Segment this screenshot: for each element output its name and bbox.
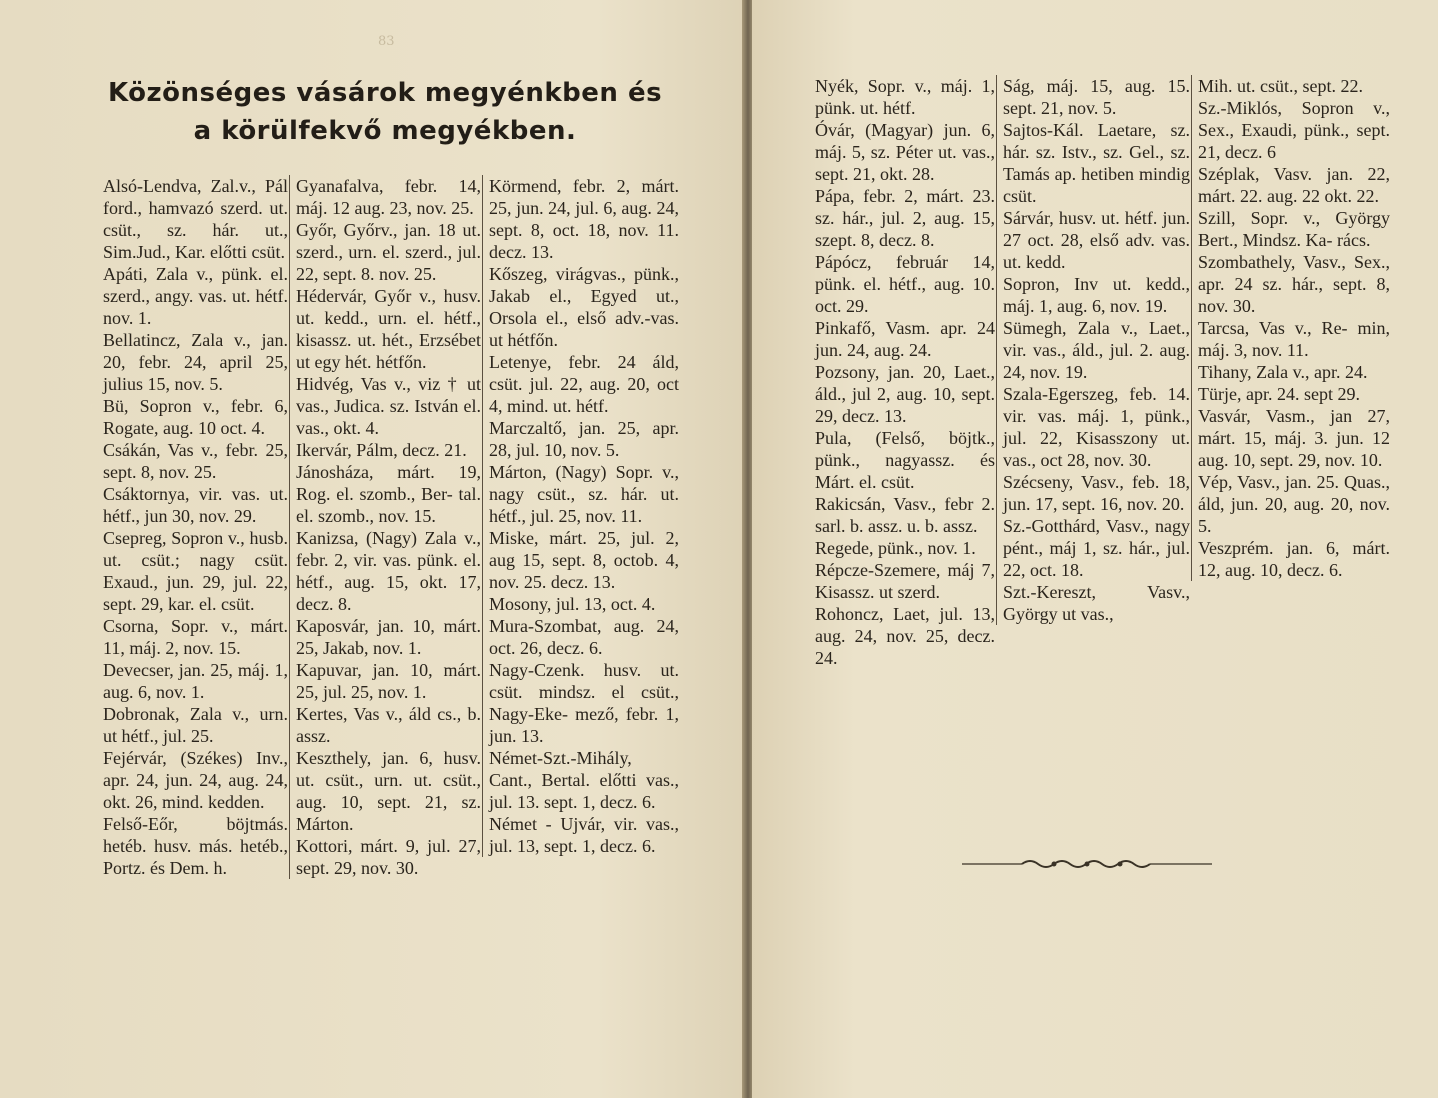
entry: Pápócz, február 14, pünk. el. hétf., aug. 10. oct. 29. bbox=[815, 252, 995, 316]
entry: Sárvár, husv. ut. hétf. jun. 27 oct. 28, első adv. vas. ut. kedd. bbox=[1003, 208, 1190, 272]
entry: Sz.-Gotthárd, Vasv., nagy pént., máj 1, sz. hár., jul. 22, oct. 18. bbox=[1003, 516, 1190, 580]
entry: Óvár, (Magyar) jun. 6, máj. 5, sz. Péter ut. vas., sept. 21, okt. 28. bbox=[815, 120, 995, 184]
entry: Kanizsa, (Nagy) Zala v., febr. 2, vir. vas. pünk. el. hétf., aug. 15, okt. 17, decz. 8. bbox=[296, 528, 481, 614]
entry: Széplak, Vasv. jan. 22, márt. 22. aug. 22 okt. 22. bbox=[1198, 164, 1390, 206]
entry: Sopron, Inv ut. kedd., máj. 1, aug. 6, nov. 19. bbox=[1003, 274, 1190, 316]
entry: Fejérvár, (Székes) Inv., apr. 24, jun. 24, aug. 24, okt. 26, mind. kedden. bbox=[103, 748, 288, 812]
entry: Csorna, Sopr. v., márt. 11, máj. 2, nov. 15. bbox=[103, 616, 288, 658]
entry: Pozsony, jan. 20, Laet., áld., jul 2, aug. 10, sept. 29, decz. 13. bbox=[815, 362, 995, 426]
entry: Bellatincz, Zala v., jan. 20, febr. 24, april 25, julius 15, nov. 5. bbox=[103, 330, 288, 394]
right-column-2 bbox=[996, 75, 1190, 625]
entry: Nagy-Czenk. husv. ut. csüt. mindsz. el csüt., Nagy-Eke- mező, febr. 1, jun. 13. bbox=[489, 660, 679, 746]
entry: Márton, (Nagy) Sopr. v., nagy csüt., sz. hár. ut. hétf., jul. 25, nov. 11. bbox=[489, 462, 679, 526]
right-column-3 bbox=[1191, 75, 1390, 581]
entry: Dobronak, Zala v., urn. ut hétf., jul. 25. bbox=[103, 704, 288, 746]
entry: Rakicsán, Vasv., febr 2. sarl. b. assz. u. b. assz. bbox=[815, 494, 995, 536]
entry: Győr, Győrv., jan. 18 ut. szerd., urn. el. szerd., jul. 22, sept. 8. nov. 25. bbox=[296, 220, 481, 284]
entry: Szécseny, Vasv., feb. 18, jun. 17, sept. 16, nov. 20. bbox=[1003, 472, 1190, 514]
entry: Türje, apr. 24. sept 29. bbox=[1198, 384, 1360, 404]
entry: Ság, máj. 15, aug. 15. sept. 21, nov. 5. bbox=[1003, 76, 1190, 118]
entry: Felső-Eőr, böjtmás. hetéb. husv. más. hetéb., Portz. és Dem. h. bbox=[103, 814, 288, 878]
entry: Kapuvar, jan. 10, márt. 25, jul. 25, nov. 1. bbox=[296, 660, 481, 702]
entry: Hédervár, Győr v., husv. ut. kedd., urn. el. hétf., kisassz. ut. hét., Erzsébet ut egy hét. hétfőn. bbox=[296, 286, 481, 372]
entry: Pápa, febr. 2, márt. 23. sz. hár., jul. 2, aug. 15, szept. 8, decz. 8. bbox=[815, 186, 995, 250]
entry: Ikervár, Pálm, decz. 21. bbox=[296, 440, 467, 460]
entry: Miske, márt. 25, jul. 2, aug 15, sept. 8, octob. 4, nov. 25. decz. 13. bbox=[489, 528, 679, 592]
entry: Szill, Sopr. v., György Bert., Mindsz. Ka- rács. bbox=[1198, 208, 1390, 250]
entry: Csepreg, Sopron v., husb. ut. csüt.; nagy csüt. Exaud., jun. 29, jul. 22, sept. 29, kar. el. csüt. bbox=[103, 528, 288, 614]
entry: Apáti, Zala v., pünk. el. szerd., angy. vas. ut. hétf. nov. 1. bbox=[103, 264, 288, 328]
ornament-divider-icon bbox=[962, 852, 1212, 876]
right-column-1 bbox=[815, 75, 995, 669]
entry: Alsó-Lendva, Zal.v., Pál ford., hamvazó szerd. ut. csüt., sz. hár. ut., Sim.Jud., Kar. előtti csüt. bbox=[103, 176, 288, 262]
entry: Körmend, febr. 2, márt. 25, jun. 24, jul. 6, aug. 24, sept. 8, oct. 18, nov. 11. decz. 13. bbox=[489, 176, 679, 262]
left-column-3 bbox=[482, 175, 679, 857]
entry: Letenye, febr. 24 áld, csüt. jul. 22, aug. 20, oct 4, mind. ut. hétf. bbox=[489, 352, 679, 416]
left-column-2 bbox=[289, 175, 481, 879]
entry: Szombathely, Vasv., Sex., apr. 24 sz. hár., sept. 8, nov. 30. bbox=[1198, 252, 1390, 316]
entry: Német - Ujvár, vir. vas., jul. 13, sept. 1, decz. 6. bbox=[489, 814, 679, 856]
entry: Pinkafő, Vasm. apr. 24 jun. 24, aug. 24. bbox=[815, 318, 995, 360]
entry: Marczaltő, jan. 25, apr. 28, jul. 10, nov. 5. bbox=[489, 418, 679, 460]
entry: Vasvár, Vasm., jan 27, márt. 15, máj. 3. jun. 12 aug. 10, sept. 29, nov. 10. bbox=[1198, 406, 1390, 470]
entry: Sajtos-Kál. Laetare, sz. hár. sz. Istv., sz. Gel., sz. Tamás ap. hetiben mindig csüt. bbox=[1003, 120, 1190, 206]
entry: Rohoncz, Laet, jul. 13, aug. 24, nov. 25, decz. 24. bbox=[815, 604, 995, 668]
page-number: 83 bbox=[378, 34, 395, 49]
entry: Nyék, Sopr. v., máj. 1, pünk. ut. hétf. bbox=[815, 76, 995, 118]
entry: Keszthely, jan. 6, husv. ut. csüt., urn. ut. csüt., aug. 10, sept. 21, sz. Márton. bbox=[296, 748, 481, 834]
left-column-1 bbox=[103, 175, 288, 879]
entry: Kaposvár, jan. 10, márt. 25, Jakab, nov. 1. bbox=[296, 616, 481, 658]
entry: Sz.-Miklós, Sopron v., Sex., Exaudi, pünk., sept. 21, decz. 6 bbox=[1198, 98, 1390, 162]
entry: Regede, pünk., nov. 1. bbox=[815, 538, 976, 558]
entry: Szala-Egerszeg, feb. 14. vir. vas. máj. 1, pünk., jul. 22, Kisasszony ut. vas., oct 28, nov. 30. bbox=[1003, 384, 1190, 470]
entry: Kottori, márt. 9, jul. 27, sept. 29, nov. 30. bbox=[296, 836, 481, 878]
entry: Csáktornya, vir. vas. ut. hétf., jun 30, nov. 29. bbox=[103, 484, 288, 526]
entry: Tihany, Zala v., apr. 24. bbox=[1198, 362, 1368, 382]
entry: Német-Szt.-Mihály, Cant., Bertal. előtti vas., jul. 13. sept. 1, decz. 6. bbox=[489, 748, 679, 812]
entry: Mih. ut. csüt., sept. 22. bbox=[1198, 76, 1363, 96]
entry: Hidvég, Vas v., viz † ut vas., Judica. sz. István el. vas., okt. 4. bbox=[296, 374, 481, 438]
entry: Mosony, jul. 13, oct. 4. bbox=[489, 594, 656, 614]
entry: Jánosháza, márt. 19, Rog. el. szomb., Ber- tal. el. szomb., nov. 15. bbox=[296, 462, 481, 526]
entry: Tarcsa, Vas v., Re- min, máj. 3, nov. 11. bbox=[1198, 318, 1390, 360]
entry: Sümegh, Zala v., Laet., vir. vas., áld., jul. 2. aug. 24, nov. 19. bbox=[1003, 318, 1190, 382]
entry: Pula, (Felső, böjtk., pünk., nagyassz. és Márt. el. csüt. bbox=[815, 428, 995, 492]
entry: Bü, Sopron v., febr. 6, Rogate, aug. 10 oct. 4. bbox=[103, 396, 288, 438]
entry: Veszprém. jan. 6, márt. 12, aug. 10, decz. 6. bbox=[1198, 538, 1390, 580]
entry: Gyanafalva, febr. 14, máj. 12 aug. 23, nov. 25. bbox=[296, 176, 481, 218]
entry: Szt.-Kereszt, Vasv., György ut vas., bbox=[1003, 582, 1190, 624]
entry: Csákán, Vas v., febr. 25, sept. 8, nov. 25. bbox=[103, 440, 288, 482]
entry: Devecser, jan. 25, máj. 1, aug. 6, nov. 1. bbox=[103, 660, 288, 702]
entry: Vép, Vasv., jan. 25. Quas., áld, jun. 20, aug. 20, nov. 5. bbox=[1198, 472, 1390, 536]
entry: Mura-Szombat, aug. 24, oct. 26, decz. 6. bbox=[489, 616, 679, 658]
entry: Répcze-Szemere, máj 7, Kisassz. ut szerd. bbox=[815, 560, 995, 602]
page-title: Közönséges vásárok megyénkben és a körülfekvő megyékben. bbox=[107, 78, 663, 146]
entry: Kertes, Vas v., áld cs., b. assz. bbox=[296, 704, 481, 746]
entry: Kőszeg, virágvas., pünk., Jakab el., Egyed ut., Orsola el., első adv.-vas. ut hétfőn. bbox=[489, 264, 679, 350]
